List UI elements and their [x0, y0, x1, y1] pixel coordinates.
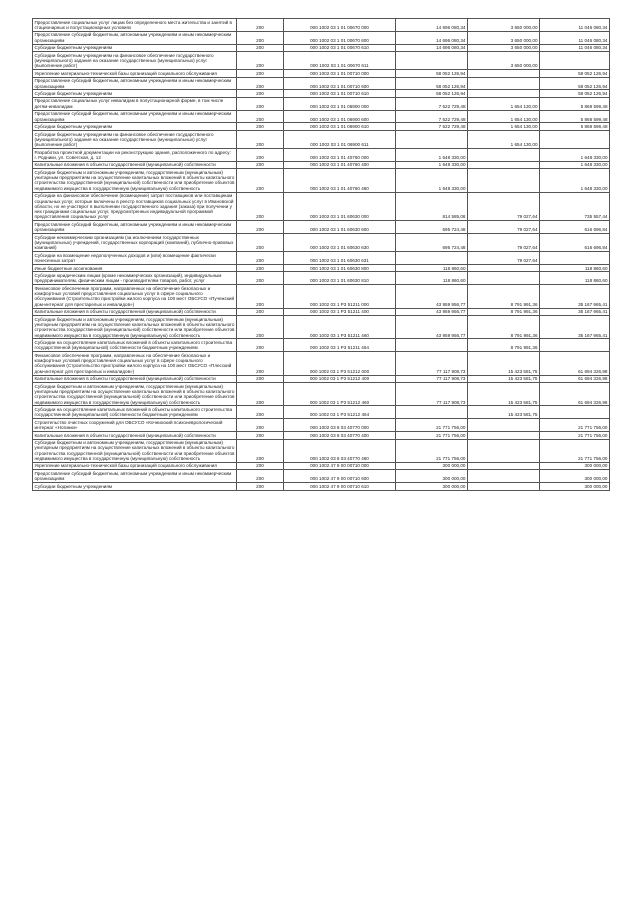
row-assigned-cell: 77 117 908,73: [396, 375, 468, 382]
row-assigned-cell: 300 000,00: [396, 483, 468, 490]
table-row: [33, 123, 610, 130]
row-kbk-cell: 000 1002 47 9 00 00710 000: [284, 462, 396, 469]
row-executed-cell: [468, 70, 540, 77]
row-remainder-cell: 58 052 126,94: [540, 90, 610, 97]
table-row: [33, 406, 610, 419]
row-remainder-cell: 11 046 080,34: [540, 19, 610, 32]
row-assigned-cell: 7 522 729,48: [396, 110, 468, 123]
row-executed-cell: [468, 272, 540, 285]
row-code-cell: 200: [237, 77, 284, 90]
row-executed-cell: [468, 149, 540, 162]
row-name-cell: Субсидии на возмещение недополученных доходов и (или) возмещение фактически понесенных затрат: [33, 252, 237, 265]
row-code-cell: 200: [237, 483, 284, 490]
row-executed-cell: 15 423 581,75: [468, 406, 540, 419]
table-row: [33, 31, 610, 44]
row-name-cell: Финансовое обеспечение программ, направленных на обеспечение безопасных и комфортных условий предоставления социальных услуг в сфере социального обслуживания (Строительство пристройки жилого корпуса на 100 мест ОБСУСО «Пучежский дом-интернат для престарелых и инвалидов»): [33, 285, 237, 308]
table-row: [33, 169, 610, 192]
row-executed-cell: 79 027,64: [468, 252, 540, 265]
row-code-cell: 200: [237, 110, 284, 123]
row-code-cell: 200: [237, 272, 284, 285]
row-code-cell: 200: [237, 52, 284, 70]
row-assigned-cell: 21 771 756,00: [396, 432, 468, 439]
row-name-cell: Субсидии на осуществление капитальных вложений в объекты капитального строительства государственной (муниципальной) собственности бюджетным учреждениям: [33, 339, 237, 352]
row-code-cell: 200: [237, 285, 284, 308]
row-kbk-cell: 000 1002 03 1 01 06900 000: [284, 97, 396, 110]
row-remainder-cell: [540, 339, 610, 352]
row-assigned-cell: [396, 339, 468, 352]
row-name-cell: Предоставление социальных услуг лицам без определенного места жительства и занятий в стационарных и полустационарных условиях: [33, 19, 237, 32]
row-code-cell: 200: [237, 44, 284, 51]
row-assigned-cell: 58 052 126,94: [396, 70, 468, 77]
row-name-cell: Предоставление субсидий бюджетным, автономным учреждениям и иным некоммерческим организациям: [33, 77, 237, 90]
row-code-cell: 200: [237, 221, 284, 234]
table-row: [33, 77, 610, 90]
row-kbk-cell: 000 1002 03 1 01 00670 000: [284, 19, 396, 32]
row-kbk-cell: 000 1002 47 9 00 00710 600: [284, 470, 396, 483]
row-assigned-cell: 814 585,06: [396, 192, 468, 221]
row-remainder-cell: 5 868 599,48: [540, 110, 610, 123]
row-kbk-cell: 000 1002 03 1 01 40760 400: [284, 161, 396, 168]
row-kbk-cell: 000 1002 03 1 01 60630 631: [284, 252, 396, 265]
row-code-cell: 200: [237, 149, 284, 162]
row-kbk-cell: 000 1002 03 1 01 06900 600: [284, 110, 396, 123]
table-row: [33, 70, 610, 77]
row-name-cell: Капитальные вложения в объекты государственной (муниципальной) собственности: [33, 308, 237, 315]
row-kbk-cell: 000 1002 03 1 01 06900 610: [284, 123, 396, 130]
row-kbk-cell: 000 1002 03 1 P3 51212 000: [284, 352, 396, 375]
row-name-cell: Укрепление материально-технической базы организаций социального обслуживания: [33, 462, 237, 469]
row-code-cell: 200: [237, 308, 284, 315]
row-name-cell: Предоставление субсидий бюджетным, автономным учреждениям и иным некоммерческим организациям: [33, 110, 237, 123]
row-remainder-cell: 58 052 126,94: [540, 77, 610, 90]
table-row: [33, 470, 610, 483]
row-executed-cell: 8 791 991,36: [468, 316, 540, 339]
row-assigned-cell: 14 696 080,34: [396, 44, 468, 51]
row-assigned-cell: 43 959 956,77: [396, 316, 468, 339]
row-executed-cell: 1 654 130,00: [468, 130, 540, 148]
row-remainder-cell: 1 648 330,00: [540, 161, 610, 168]
row-kbk-cell: 000 1002 47 9 00 00710 610: [284, 483, 396, 490]
row-name-cell: Субсидии бюджетным и автономным учреждениям, государственным (муниципальным) унитарным предприятиям на осуществление капитальных вложений в объекты капитального строительства государственной (муниципальной) собственности или приобретение объектов недвижимого имущества в государственную (муниципальную) собственность: [33, 169, 237, 192]
row-kbk-cell: 000 1002 03 1 P3 51212 464: [284, 406, 396, 419]
row-executed-cell: [468, 90, 540, 97]
row-code-cell: 200: [237, 31, 284, 44]
row-executed-cell: 1 654 130,00: [468, 97, 540, 110]
row-name-cell: Разработка проектной документации на реконструкцию здания, расположенного по адресу: г. Родники, ул. Советская, д. 12: [33, 149, 237, 162]
row-executed-cell: [468, 439, 540, 462]
row-remainder-cell: 1 648 330,00: [540, 169, 610, 192]
row-name-cell: Финансовое обеспечение программ, направленных на обеспечение безопасных и комфортных условий предоставления социальных услуг в сфере социального обслуживания (Строительство пристройки жилого корпуса на 100 мест ОБСУСО «Плесский дом-интернат для престарелых и инвалидов»): [33, 352, 237, 375]
row-name-cell: Субсидии на финансовое обеспечение (возмещение) затрат поставщиков или поставщикам социальных услуг, которые включены в реестр поставщиков социальных услуг в Ивановской области, но не участвуют в выполнении государственного задания (заказа) при получении у них гражданами социальных услуг, предусмотренных индивидуальной программой предоставления социальных услуг: [33, 192, 237, 221]
row-executed-cell: 8 791 991,36: [468, 285, 540, 308]
row-assigned-cell: 7 522 729,48: [396, 123, 468, 130]
row-assigned-cell: 58 052 126,94: [396, 90, 468, 97]
row-name-cell: Субсидии бюджетным и автономным учреждениям, государственным (муниципальным) унитарным предприятиям на осуществление капитальных вложений в объекты капитального строительства государственной (муниципальной) собственности или приобретение объектов недвижимого имущества в государственную (муниципальную) собственность: [33, 316, 237, 339]
row-code-cell: 200: [237, 123, 284, 130]
table-row: [33, 161, 610, 168]
row-assigned-cell: 7 522 729,48: [396, 97, 468, 110]
row-kbk-cell: 000 1002 03 1 01 00710 000: [284, 70, 396, 77]
row-name-cell: Субсидии некоммерческим организациям (за исключением государственных (муниципальных) учреждений, государственных корпораций (компаний), публично-правовых компаний): [33, 234, 237, 252]
row-remainder-cell: 35 167 965,41: [540, 308, 610, 315]
row-executed-cell: 3 650 000,00: [468, 44, 540, 51]
row-assigned-cell: 43 959 956,77: [396, 308, 468, 315]
row-kbk-cell: 000 1002 03 1 01 00670 611: [284, 52, 396, 70]
row-name-cell: Строительство очистных сооружений для ОБСУСО «Кочнихский психоневрологический интернат «Ногинки»: [33, 419, 237, 432]
row-name-cell: Предоставление субсидий бюджетным, автономным учреждениям и иным некоммерческим организациям: [33, 470, 237, 483]
row-name-cell: Субсидии бюджетным учреждениям на финансовое обеспечение государственного (муниципального) задания на оказание государственных (муниципальных) услуг (выполнение работ): [33, 52, 237, 70]
table-row: [33, 316, 610, 339]
row-remainder-cell: 35 167 965,41: [540, 285, 610, 308]
row-name-cell: Укрепление материально-технической базы организаций социального обслуживания: [33, 70, 237, 77]
table-row: [33, 97, 610, 110]
row-name-cell: Субсидии бюджетным учреждениям: [33, 44, 237, 51]
row-remainder-cell: 5 868 599,48: [540, 97, 610, 110]
row-executed-cell: 15 423 581,75: [468, 352, 540, 375]
table-row: [33, 52, 610, 70]
row-kbk-cell: 000 1002 03 1 01 06900 611: [284, 130, 396, 148]
table-row: [33, 483, 610, 490]
row-code-cell: 200: [237, 339, 284, 352]
row-assigned-cell: 14 696 080,34: [396, 19, 468, 32]
row-executed-cell: 1 654 130,00: [468, 123, 540, 130]
row-code-cell: 200: [237, 352, 284, 375]
row-name-cell: Предоставление субсидий бюджетным, автономным учреждениям и иным некоммерческим организациям: [33, 31, 237, 44]
row-executed-cell: 8 791 991,36: [468, 339, 540, 352]
row-remainder-cell: 300 000,00: [540, 483, 610, 490]
table-row: [33, 339, 610, 352]
table-row: [33, 44, 610, 51]
row-executed-cell: [468, 470, 540, 483]
row-code-cell: 200: [237, 316, 284, 339]
table-row: [33, 462, 610, 469]
row-code-cell: 200: [237, 234, 284, 252]
row-executed-cell: [468, 483, 540, 490]
row-executed-cell: [468, 264, 540, 271]
row-executed-cell: 79 027,64: [468, 192, 540, 221]
row-remainder-cell: 616 696,84: [540, 221, 610, 234]
row-assigned-cell: [396, 406, 468, 419]
row-kbk-cell: 000 1002 03 1 P3 51211 460: [284, 316, 396, 339]
row-name-cell: Субсидии бюджетным и автономным учреждениям, государственным (муниципальным) унитарным предприятиям на осуществление капитальных вложений в объекты капитального строительства государственной (муниципальной) собственности или приобретение объектов недвижимого имущества в государственную (муниципальную) собственность: [33, 439, 237, 462]
row-remainder-cell: [540, 406, 610, 419]
row-name-cell: Иные бюджетные ассигнования: [33, 264, 237, 271]
table-row: [33, 192, 610, 221]
row-remainder-cell: 300 000,00: [540, 462, 610, 469]
row-name-cell: Капитальные вложения в объекты государственной (муниципальной) собственности: [33, 375, 237, 382]
table-row: [33, 234, 610, 252]
row-code-cell: 200: [237, 462, 284, 469]
row-assigned-cell: 1 648 330,00: [396, 169, 468, 192]
row-executed-cell: 79 027,64: [468, 234, 540, 252]
row-remainder-cell: 735 557,44: [540, 192, 610, 221]
table-row: [33, 308, 610, 315]
row-assigned-cell: 21 771 756,00: [396, 439, 468, 462]
row-remainder-cell: 61 694 326,98: [540, 375, 610, 382]
row-kbk-cell: 000 1002 03 1 P3 51211 000: [284, 285, 396, 308]
row-assigned-cell: 77 117 908,73: [396, 352, 468, 375]
row-code-cell: 200: [237, 70, 284, 77]
row-name-cell: Субсидии бюджетным и автономным учреждениям, государственным (муниципальным) унитарным предприятиям на осуществление капитальных вложений в объекты капитального строительства государственной (муниципальной) собственности или приобретение объектов недвижимого имущества в государственную (муниципальную) собственность: [33, 383, 237, 406]
row-name-cell: Субсидии бюджетным учреждениям: [33, 483, 237, 490]
row-remainder-cell: 21 771 756,00: [540, 419, 610, 432]
row-code-cell: 200: [237, 439, 284, 462]
row-assigned-cell: 118 860,60: [396, 272, 468, 285]
row-kbk-cell: 000 1002 03 1 01 40760 000: [284, 149, 396, 162]
row-executed-cell: 8 791 991,36: [468, 308, 540, 315]
row-assigned-cell: 300 000,00: [396, 462, 468, 469]
row-assigned-cell: 695 724,48: [396, 234, 468, 252]
row-remainder-cell: 35 167 965,41: [540, 316, 610, 339]
table-body: [33, 19, 610, 491]
table-row: [33, 19, 610, 32]
row-kbk-cell: 000 1002 03 1 01 00670 600: [284, 31, 396, 44]
row-executed-cell: 15 423 581,75: [468, 383, 540, 406]
table-row: [33, 90, 610, 97]
row-remainder-cell: 58 052 126,94: [540, 70, 610, 77]
row-kbk-cell: 000 1002 03 1 01 00670 610: [284, 44, 396, 51]
row-code-cell: 200: [237, 406, 284, 419]
row-kbk-cell: 000 1002 03 8 03 40770 460: [284, 439, 396, 462]
row-remainder-cell: 616 696,84: [540, 234, 610, 252]
row-code-cell: 200: [237, 383, 284, 406]
row-code-cell: 200: [237, 130, 284, 148]
row-remainder-cell: 61 694 326,98: [540, 352, 610, 375]
report-page: [32, 18, 609, 491]
row-remainder-cell: [540, 130, 610, 148]
row-code-cell: 200: [237, 90, 284, 97]
row-executed-cell: 3 650 000,00: [468, 31, 540, 44]
row-assigned-cell: 58 052 126,94: [396, 77, 468, 90]
table-row: [33, 285, 610, 308]
table-row: [33, 110, 610, 123]
budget-execution-table: [32, 18, 610, 491]
row-code-cell: 200: [237, 264, 284, 271]
row-remainder-cell: 300 000,00: [540, 470, 610, 483]
row-assigned-cell: [396, 252, 468, 265]
row-code-cell: 200: [237, 252, 284, 265]
row-remainder-cell: 118 860,60: [540, 264, 610, 271]
table-row: [33, 221, 610, 234]
row-code-cell: 200: [237, 97, 284, 110]
row-code-cell: 200: [237, 419, 284, 432]
row-name-cell: Предоставление социальных услуг инвалидам в полустационарной форме, в том числе детям-инвалидам: [33, 97, 237, 110]
row-remainder-cell: [540, 52, 610, 70]
row-remainder-cell: 1 648 330,00: [540, 149, 610, 162]
row-kbk-cell: 000 1002 03 1 01 60630 600: [284, 221, 396, 234]
row-assigned-cell: 300 000,00: [396, 470, 468, 483]
row-assigned-cell: 43 959 956,77: [396, 285, 468, 308]
row-kbk-cell: 000 1002 03 1 01 60630 800: [284, 264, 396, 271]
row-remainder-cell: 21 771 756,00: [540, 432, 610, 439]
row-code-cell: 200: [237, 432, 284, 439]
row-name-cell: Предоставление субсидий бюджетным, автономным учреждениям и иным некоммерческим организациям: [33, 221, 237, 234]
row-kbk-cell: 000 1002 03 1 01 60630 000: [284, 192, 396, 221]
row-executed-cell: [468, 432, 540, 439]
table-row: [33, 264, 610, 271]
row-name-cell: Субсидии бюджетным учреждениям: [33, 90, 237, 97]
table-row: [33, 130, 610, 148]
row-executed-cell: [468, 169, 540, 192]
row-name-cell: Субсидии бюджетным учреждениям на финансовое обеспечение государственного (муниципального) задания на оказание государственных (муниципальных) услуг (выполнение работ): [33, 130, 237, 148]
row-assigned-cell: 77 117 908,73: [396, 383, 468, 406]
row-kbk-cell: 000 1002 03 1 01 40760 460: [284, 169, 396, 192]
row-kbk-cell: 000 1002 03 1 P3 51212 400: [284, 375, 396, 382]
row-kbk-cell: 000 1002 03 1 01 00710 610: [284, 90, 396, 97]
table-row: [33, 439, 610, 462]
row-executed-cell: 79 027,64: [468, 221, 540, 234]
row-kbk-cell: 000 1002 03 8 03 40770 400: [284, 432, 396, 439]
row-name-cell: Субсидии на осуществление капитальных вложений в объекты капитального строительства государственной (муниципальной) собственности бюджетным учреждениям: [33, 406, 237, 419]
row-assigned-cell: [396, 130, 468, 148]
row-remainder-cell: 11 046 080,34: [540, 31, 610, 44]
row-executed-cell: [468, 77, 540, 90]
row-executed-cell: [468, 161, 540, 168]
row-kbk-cell: 000 1002 03 1 01 60630 630: [284, 234, 396, 252]
row-remainder-cell: 21 771 756,00: [540, 439, 610, 462]
row-name-cell: Капитальные вложения в объекты государственной (муниципальной) собственности: [33, 432, 237, 439]
row-name-cell: Субсидии юридическим лицам (кроме некоммерческих организаций), индивидуальным предпринимателям, физическим лицам - производителям товаров, работ, услуг: [33, 272, 237, 285]
row-assigned-cell: 14 696 080,34: [396, 31, 468, 44]
row-kbk-cell: 000 1002 03 1 01 00710 600: [284, 77, 396, 90]
table-row: [33, 383, 610, 406]
row-assigned-cell: 1 648 330,00: [396, 149, 468, 162]
row-code-cell: 200: [237, 470, 284, 483]
row-code-cell: 200: [237, 169, 284, 192]
row-code-cell: 200: [237, 375, 284, 382]
table-row: [33, 272, 610, 285]
row-code-cell: 200: [237, 19, 284, 32]
table-row: [33, 432, 610, 439]
row-assigned-cell: [396, 52, 468, 70]
row-executed-cell: 1 654 130,00: [468, 110, 540, 123]
row-remainder-cell: 5 868 599,48: [540, 123, 610, 130]
row-remainder-cell: 118 860,60: [540, 272, 610, 285]
row-remainder-cell: 11 046 080,34: [540, 44, 610, 51]
row-assigned-cell: 118 860,60: [396, 264, 468, 271]
row-kbk-cell: 000 1002 03 8 03 40770 000: [284, 419, 396, 432]
row-kbk-cell: 000 1002 03 1 P3 51211 464: [284, 339, 396, 352]
table-row: [33, 375, 610, 382]
row-code-cell: 200: [237, 161, 284, 168]
row-assigned-cell: 21 771 756,00: [396, 419, 468, 432]
row-remainder-cell: [540, 252, 610, 265]
row-executed-cell: 3 650 000,00: [468, 19, 540, 32]
row-kbk-cell: 000 1002 03 1 P3 51212 460: [284, 383, 396, 406]
table-row: [33, 352, 610, 375]
row-code-cell: 200: [237, 192, 284, 221]
row-executed-cell: 15 423 581,75: [468, 375, 540, 382]
row-remainder-cell: 61 694 326,98: [540, 383, 610, 406]
row-executed-cell: 3 650 000,00: [468, 52, 540, 70]
table-row: [33, 149, 610, 162]
row-kbk-cell: 000 1002 03 1 P3 51211 400: [284, 308, 396, 315]
row-name-cell: Субсидии бюджетным учреждениям: [33, 123, 237, 130]
row-kbk-cell: 000 1002 03 1 01 60630 810: [284, 272, 396, 285]
row-name-cell: Капитальные вложения в объекты государственной (муниципальной) собственности: [33, 161, 237, 168]
row-assigned-cell: 1 648 330,00: [396, 161, 468, 168]
row-executed-cell: [468, 419, 540, 432]
row-executed-cell: [468, 462, 540, 469]
table-row: [33, 419, 610, 432]
row-assigned-cell: 695 724,48: [396, 221, 468, 234]
table-row: [33, 252, 610, 265]
